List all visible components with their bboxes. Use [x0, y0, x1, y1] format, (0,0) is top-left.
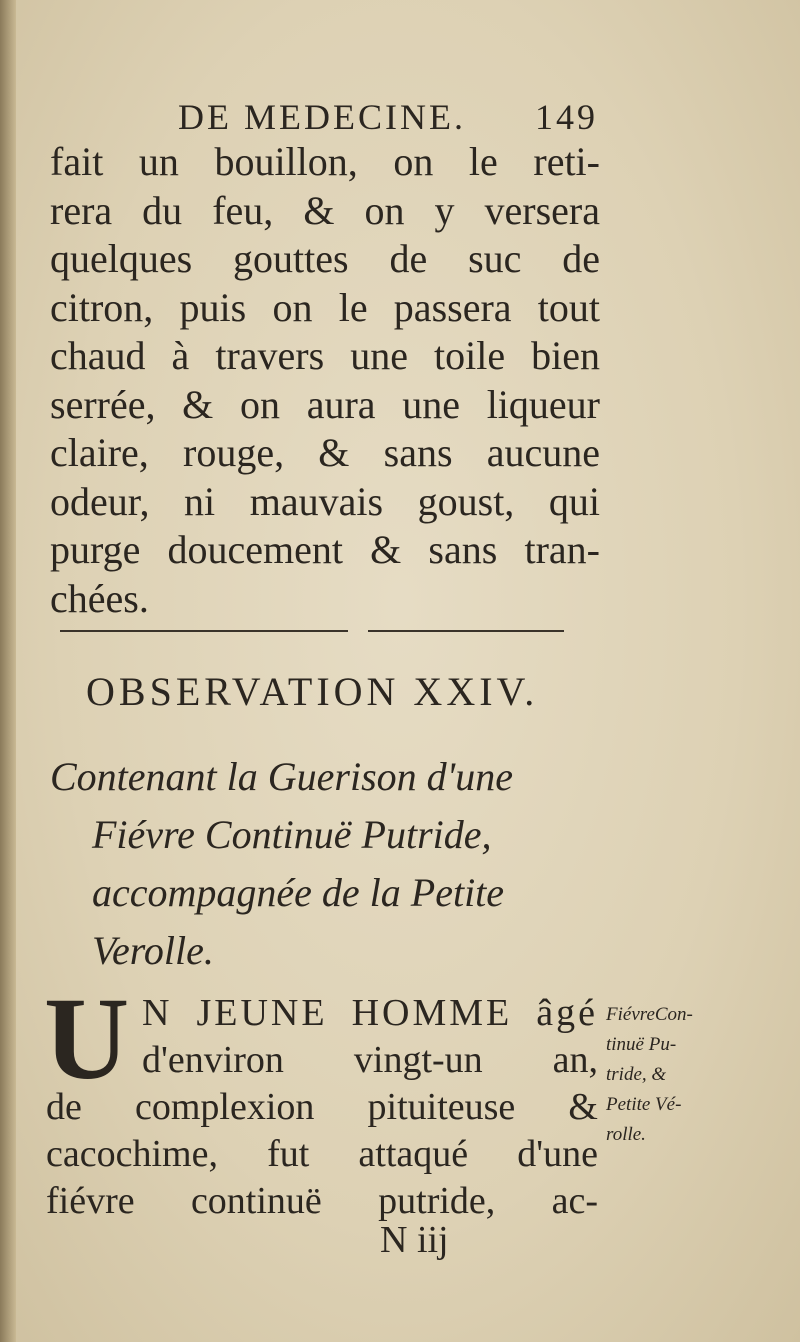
text-line: cacochime, fut attaqué d'une	[46, 1133, 598, 1175]
catchword-signature: N iij	[380, 1219, 449, 1261]
text-line: quelques gouttes de suc de	[50, 236, 600, 281]
subtitle-line: accompagnée de la Petite	[92, 870, 505, 915]
text-line: chées.	[50, 575, 149, 621]
marginal-line: FiévreCon-	[606, 1004, 693, 1025]
drop-cap: U	[44, 973, 130, 1104]
text-line: citron, puis on le passera tout	[50, 284, 600, 330]
text-line: odeur, ni mauvais goust, qui	[50, 478, 600, 524]
subtitle-line: Contenant la Guerison d'une	[50, 754, 513, 799]
text-line: purge doucement & sans tran-	[50, 527, 600, 572]
text-line: serrée, & on aura une liqueur	[50, 381, 600, 427]
section-divider	[368, 630, 564, 632]
section-divider	[60, 630, 348, 632]
text-line: claire, rouge, & sans aucune	[50, 430, 600, 475]
observation-paragraph	[44, 973, 598, 1225]
subtitle-line: Verolle.	[92, 928, 214, 973]
marginal-note	[606, 1000, 786, 1150]
first-line: N JEUNE HOMME âgé	[142, 992, 598, 1034]
text-line: d'environ vingt-un an,	[142, 1039, 598, 1081]
observation-subtitle	[50, 748, 610, 980]
text-line: rera du feu, & on y versera	[50, 187, 600, 233]
marginal-line: tinuë Pu-	[606, 1034, 677, 1055]
observation-heading: OBSERVATION XXIV.	[86, 669, 539, 714]
text-line: chaud à travers une toile bien	[50, 333, 600, 378]
subtitle-line: Fiévre Continuë Putride,	[92, 812, 492, 857]
marginal-line: rolle.	[606, 1124, 646, 1145]
page-number: 149	[535, 97, 598, 137]
marginal-line: Petite Vé-	[606, 1094, 682, 1115]
text-line: fiévre continuë putride, ac-	[46, 1180, 598, 1222]
running-head-title: DE MEDECINE.	[178, 97, 466, 137]
page-gutter	[0, 0, 16, 1342]
text-line: fait un bouillon, on le reti-	[50, 139, 600, 184]
preceding-paragraph	[50, 138, 600, 623]
marginal-line: tride, &	[606, 1064, 667, 1085]
text-line: de complexion pituiteuse &	[46, 1086, 598, 1128]
